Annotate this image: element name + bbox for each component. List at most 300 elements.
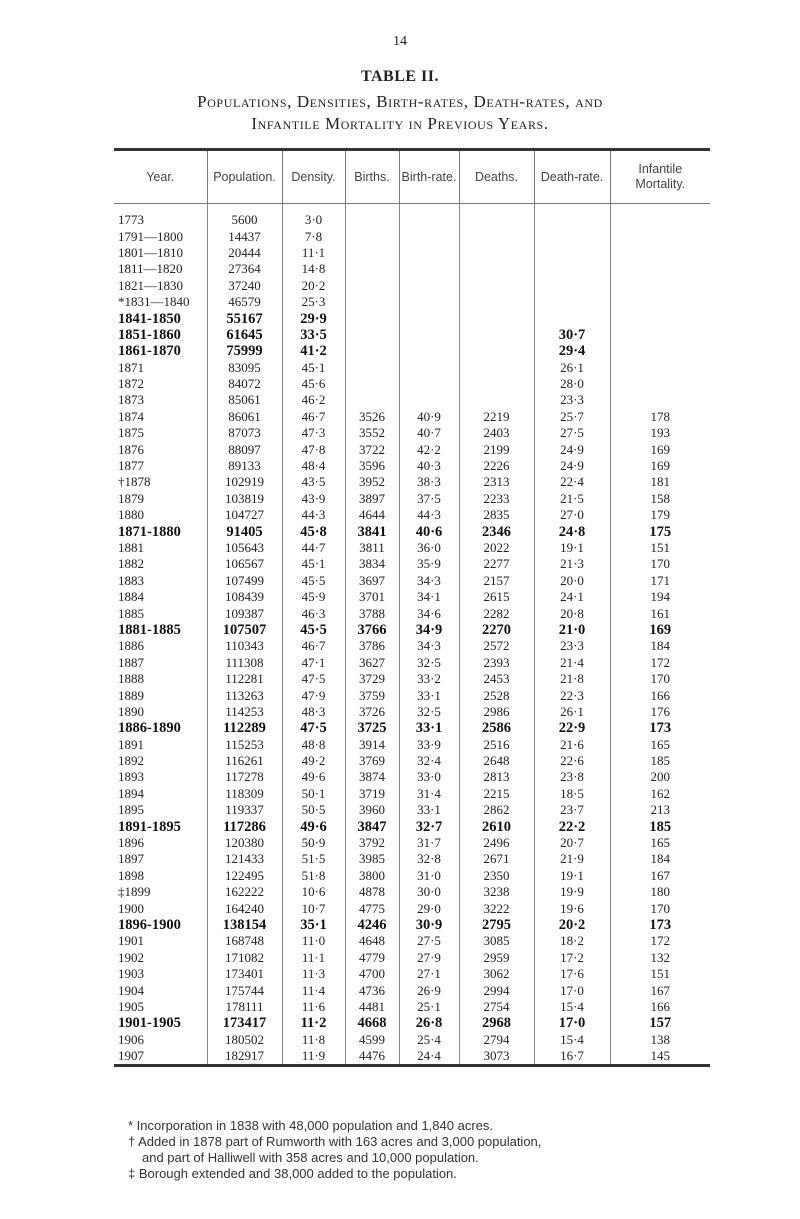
births-cell: 3897 [345,491,399,507]
births-cell: 3914 [345,737,399,753]
infantile-mortality-cell [610,228,710,244]
density-cell: 11·2 [282,1015,345,1031]
births-cell [345,245,399,261]
infantile-mortality-cell: 165 [610,737,710,753]
year-cell: 1851-1860 [118,326,181,343]
deaths-cell [459,261,534,277]
density-cell: 45·1 [282,360,345,376]
infantile-mortality-cell: 170 [610,556,710,572]
year-cell: 1905 [118,998,144,1014]
births-cell: 4246 [345,917,399,933]
infantile-mortality-cell: 170 [610,900,710,916]
birth-rate-cell: 33·0 [399,769,459,785]
population-cell: 117278 [207,769,282,785]
birth-rate-cell [399,327,459,343]
population-cell: 112289 [207,720,282,736]
births-cell: 3526 [345,409,399,425]
deaths-cell: 2959 [459,950,534,966]
density-cell: 11·3 [282,966,345,982]
year-cell: 1871 [118,359,144,375]
death-rate-cell: 26·1 [534,704,610,720]
population-cell: 75999 [207,343,282,359]
table-row [114,982,710,998]
birth-rate-cell [399,278,459,294]
infantile-mortality-cell: 161 [610,605,710,621]
year-cell: 1885 [118,605,144,621]
birth-rate-cell [399,204,459,229]
death-rate-cell: 23·3 [534,392,610,408]
birth-rate-cell: 27·9 [399,950,459,966]
infantile-mortality-cell: 171 [610,573,710,589]
infantile-mortality-cell [610,245,710,261]
column-header-deaths: Deaths. [459,150,534,204]
table-row [114,999,710,1015]
population-cell: 114253 [207,704,282,720]
births-cell: 4736 [345,982,399,998]
births-cell [345,261,399,277]
table-row [114,884,710,900]
infantile-mortality-cell: 179 [610,507,710,523]
birth-rate-cell: 33·1 [399,720,459,736]
birth-rate-cell [399,245,459,261]
birth-rate-cell [399,376,459,392]
deaths-cell [459,204,534,229]
birth-rate-cell: 25·4 [399,1032,459,1048]
death-rate-cell: 22·6 [534,753,610,769]
birth-rate-cell: 32·5 [399,704,459,720]
death-rate-cell: 27·0 [534,507,610,523]
deaths-cell: 2350 [459,868,534,884]
year-cell: 1903 [118,966,144,982]
year-cell: 1901-1905 [118,1015,181,1032]
density-cell: 48·8 [282,737,345,753]
deaths-cell: 2393 [459,655,534,671]
population-cell: 122495 [207,868,282,884]
infantile-mortality-cell: 193 [610,425,710,441]
deaths-cell [459,278,534,294]
population-cell: 112281 [207,671,282,687]
table-caption-line1: Populations, Densities, Birth-rates, Death-rates, and [197,92,603,111]
population-cell: 113263 [207,687,282,703]
table-row [114,1032,710,1048]
death-rate-cell: 22·4 [534,474,610,490]
table-row [114,392,710,408]
death-rate-cell: 22·2 [534,818,610,834]
density-cell: 43·5 [282,474,345,490]
population-cell: 87073 [207,425,282,441]
death-rate-cell: 19·6 [534,900,610,916]
births-cell: 3701 [345,589,399,605]
density-cell: 35·1 [282,917,345,933]
births-cell: 4644 [345,507,399,523]
population-cell: 118309 [207,786,282,802]
deaths-cell: 2994 [459,982,534,998]
birth-rate-cell: 34·1 [399,589,459,605]
density-cell: 29·9 [282,310,345,326]
population-cell: 89133 [207,458,282,474]
death-rate-cell: 23·3 [534,638,610,654]
infantile-mortality-cell: 169 [610,441,710,457]
births-cell: 3834 [345,556,399,572]
deaths-cell [459,327,534,343]
density-cell: 10·7 [282,900,345,916]
death-rate-cell: 24·9 [534,458,610,474]
year-cell: 1896-1900 [118,916,181,933]
infantile-mortality-cell: 185 [610,753,710,769]
table-row [114,556,710,572]
birth-rate-cell: 26·8 [399,1015,459,1031]
death-rate-cell: 19·1 [534,540,610,556]
death-rate-cell: 21·4 [534,655,610,671]
death-rate-cell [534,245,610,261]
infantile-mortality-cell: 165 [610,835,710,851]
death-rate-cell: 23·8 [534,769,610,785]
density-cell: 48·3 [282,704,345,720]
births-cell [345,228,399,244]
table-row [114,458,710,474]
death-rate-cell: 21·0 [534,622,610,638]
table-row [114,933,710,949]
infantile-mortality-cell: 166 [610,999,710,1015]
column-header-death-rate: Death-rate. [534,150,610,204]
birth-rate-cell [399,392,459,408]
density-cell: 51·8 [282,868,345,884]
population-cell: 171082 [207,950,282,966]
table-row [114,638,710,654]
infantile-mortality-cell [610,261,710,277]
deaths-cell: 2648 [459,753,534,769]
population-cell: 55167 [207,310,282,326]
density-cell: 45·5 [282,573,345,589]
population-cell: 138154 [207,917,282,933]
density-cell: 11·1 [282,950,345,966]
summary-row [114,917,710,933]
infantile-mortality-cell [610,327,710,343]
death-rate-cell: 20·2 [534,917,610,933]
population-cell: 109387 [207,605,282,621]
table-row [114,376,710,392]
birth-rate-cell: 32·8 [399,851,459,867]
death-rate-cell: 19·1 [534,868,610,884]
year-cell: 1883 [118,572,144,588]
table-row [114,360,710,376]
births-cell: 4878 [345,884,399,900]
table-row [114,409,710,425]
births-cell [345,343,399,359]
infantile-mortality-cell: 178 [610,409,710,425]
year-cell: 1891-1895 [118,818,181,835]
births-cell: 3788 [345,605,399,621]
birth-rate-cell: 25·1 [399,999,459,1015]
density-cell: 48·4 [282,458,345,474]
birth-rate-cell [399,294,459,310]
birth-rate-cell: 33·2 [399,671,459,687]
birth-rate-cell: 34·3 [399,573,459,589]
year-cell: 1876 [118,441,144,457]
infantile-mortality-cell: 167 [610,982,710,998]
table-row [114,737,710,753]
death-rate-cell [534,204,610,229]
births-cell: 3759 [345,687,399,703]
density-cell: 46·7 [282,409,345,425]
death-rate-cell: 20·8 [534,605,610,621]
table-row [114,868,710,884]
deaths-cell: 2282 [459,605,534,621]
deaths-cell: 2586 [459,720,534,736]
footnote-halliwell: and part of Halliwell with 358 acres and 10,000 population. [142,1150,479,1165]
density-cell: 20·2 [282,278,345,294]
summary-row [114,343,710,359]
births-cell: 3960 [345,802,399,818]
infantile-mortality-cell [610,204,710,229]
table-row [114,589,710,605]
population-cell: 102919 [207,474,282,490]
density-cell: 11·1 [282,245,345,261]
death-rate-cell: 29·4 [534,343,610,359]
infantile-mortality-cell: 132 [610,950,710,966]
column-header-infantile-mortality: Infantile Mortality. [610,150,710,204]
death-rate-cell: 20·7 [534,835,610,851]
table-body [114,204,710,1066]
density-cell: 47·8 [282,441,345,457]
births-cell: 3627 [345,655,399,671]
infantile-mortality-cell: 157 [610,1015,710,1031]
births-cell: 3786 [345,638,399,654]
year-cell: 1791—1800 [118,228,183,244]
table-row [114,540,710,556]
death-rate-cell: 21·5 [534,491,610,507]
table-row [114,245,710,261]
death-rate-cell: 17·6 [534,966,610,982]
header-row [114,150,710,204]
density-cell: 47·1 [282,655,345,671]
infantile-mortality-cell: 184 [610,638,710,654]
year-cell: 1873 [118,392,144,408]
infantile-mortality-cell: 173 [610,917,710,933]
year-cell: †1878 [118,474,151,490]
births-cell [345,294,399,310]
year-cell: 1872 [118,376,144,392]
population-cell: 180502 [207,1032,282,1048]
footnotes [128,1118,768,1182]
density-cell: 49·6 [282,769,345,785]
table-row [114,1048,710,1066]
deaths-cell: 2610 [459,818,534,834]
births-cell: 3811 [345,540,399,556]
year-cell: 1871-1880 [118,523,181,540]
births-cell: 4668 [345,1015,399,1031]
birth-rate-cell: 27·1 [399,966,459,982]
deaths-cell: 2794 [459,1032,534,1048]
density-cell: 33·5 [282,327,345,343]
death-rate-cell [534,278,610,294]
population-cell: 105643 [207,540,282,556]
population-cell: 111308 [207,655,282,671]
deaths-cell [459,343,534,359]
table-row [114,900,710,916]
birth-rate-cell: 33·1 [399,687,459,703]
infantile-mortality-cell [610,360,710,376]
population-cell: 173401 [207,966,282,982]
table-row [114,474,710,490]
population-cell: 61645 [207,327,282,343]
birth-rate-cell: 32·5 [399,655,459,671]
infantile-mortality-cell: 194 [610,589,710,605]
table-row [114,605,710,621]
population-cell: 162222 [207,884,282,900]
deaths-cell: 2835 [459,507,534,523]
year-cell: 1874 [118,408,144,424]
infantile-mortality-cell: 180 [610,884,710,900]
births-cell: 3719 [345,786,399,802]
deaths-cell: 2219 [459,409,534,425]
death-rate-cell: 17·0 [534,982,610,998]
population-cell: 107499 [207,573,282,589]
births-cell: 3792 [345,835,399,851]
deaths-cell: 2233 [459,491,534,507]
death-rate-cell: 24·8 [534,523,610,539]
deaths-cell: 3085 [459,933,534,949]
table-row [114,441,710,457]
deaths-cell [459,245,534,261]
deaths-cell: 3062 [459,966,534,982]
birth-rate-cell: 38·3 [399,474,459,490]
density-cell: 50·9 [282,835,345,851]
deaths-cell: 2986 [459,704,534,720]
birth-rate-cell: 33·9 [399,737,459,753]
density-cell: 3·0 [282,204,345,229]
summary-row [114,622,710,638]
population-cell: 86061 [207,409,282,425]
births-cell: 4775 [345,900,399,916]
density-cell: 45·1 [282,556,345,572]
birth-rate-cell: 30·0 [399,884,459,900]
deaths-cell [459,360,534,376]
birth-rate-cell [399,228,459,244]
year-cell: ‡1899 [118,884,151,900]
summary-row [114,523,710,539]
column-header-births: Births. [345,150,399,204]
population-cell: 178111 [207,999,282,1015]
table-row [114,491,710,507]
statistics-table [114,148,710,1067]
footnote-borough: ‡ Borough extended and 38,000 added to the population. [128,1166,457,1181]
death-rate-cell: 17·0 [534,1015,610,1031]
year-cell: 1887 [118,654,144,670]
density-cell: 43·9 [282,491,345,507]
infantile-mortality-cell [610,376,710,392]
birth-rate-cell: 37·5 [399,491,459,507]
table-row [114,573,710,589]
population-cell: 168748 [207,933,282,949]
table-row [114,655,710,671]
year-cell: 1891 [118,736,144,752]
births-cell: 3729 [345,671,399,687]
year-cell: 1907 [118,1048,144,1064]
deaths-cell: 3073 [459,1048,534,1066]
year-cell: 1886-1890 [118,720,181,737]
table-row [114,294,710,310]
table-row [114,950,710,966]
density-cell: 11·6 [282,999,345,1015]
infantile-mortality-cell: 169 [610,458,710,474]
deaths-cell [459,376,534,392]
population-cell: 117286 [207,818,282,834]
table-row [114,507,710,523]
population-cell: 116261 [207,753,282,769]
year-cell: 1877 [118,458,144,474]
population-cell: 108439 [207,589,282,605]
infantile-mortality-cell: 200 [610,769,710,785]
birth-rate-cell: 40·9 [399,409,459,425]
death-rate-cell: 23·7 [534,802,610,818]
population-cell: 107507 [207,622,282,638]
population-cell: 173417 [207,1015,282,1031]
table-row [114,228,710,244]
page-number: 14 [393,34,407,49]
birth-rate-cell [399,310,459,326]
density-cell: 11·4 [282,982,345,998]
year-cell: 1900 [118,900,144,916]
table-row [114,261,710,277]
deaths-cell: 2277 [459,556,534,572]
deaths-cell [459,310,534,326]
birth-rate-cell: 40·3 [399,458,459,474]
birth-rate-cell: 26·9 [399,982,459,998]
year-cell: 1906 [118,1031,144,1047]
deaths-cell: 2022 [459,540,534,556]
death-rate-cell: 24·9 [534,441,610,457]
density-cell: 7·8 [282,228,345,244]
infantile-mortality-cell: 170 [610,671,710,687]
summary-row [114,327,710,343]
table-caption-line2: Infantile Mortality in Previous Years. [251,114,549,133]
infantile-mortality-cell: 213 [610,802,710,818]
table-row [114,753,710,769]
infantile-mortality-cell: 169 [610,622,710,638]
death-rate-cell [534,294,610,310]
deaths-cell [459,392,534,408]
column-header-density: Density. [282,150,345,204]
density-cell: 46·3 [282,605,345,621]
death-rate-cell: 18·5 [534,786,610,802]
infantile-mortality-cell [610,343,710,359]
population-cell: 120380 [207,835,282,851]
density-cell: 45·6 [282,376,345,392]
deaths-cell: 2572 [459,638,534,654]
population-cell: 104727 [207,507,282,523]
year-cell: 1890 [118,703,144,719]
death-rate-cell: 24·1 [534,589,610,605]
population-cell: 84072 [207,376,282,392]
year-cell: 1821—1830 [118,277,183,293]
birth-rate-cell [399,343,459,359]
year-cell: 1888 [118,671,144,687]
table-label: TABLE II. [360,68,439,85]
density-cell: 44·3 [282,507,345,523]
infantile-mortality-cell: 173 [610,720,710,736]
births-cell: 3841 [345,523,399,539]
population-cell: 27364 [207,261,282,277]
density-cell: 45·5 [282,622,345,638]
year-cell: 1773 [118,212,144,228]
infantile-mortality-cell [610,310,710,326]
population-cell: 20444 [207,245,282,261]
density-cell: 11·0 [282,933,345,949]
births-cell: 3552 [345,425,399,441]
birth-rate-cell: 30·9 [399,917,459,933]
summary-row [114,818,710,834]
